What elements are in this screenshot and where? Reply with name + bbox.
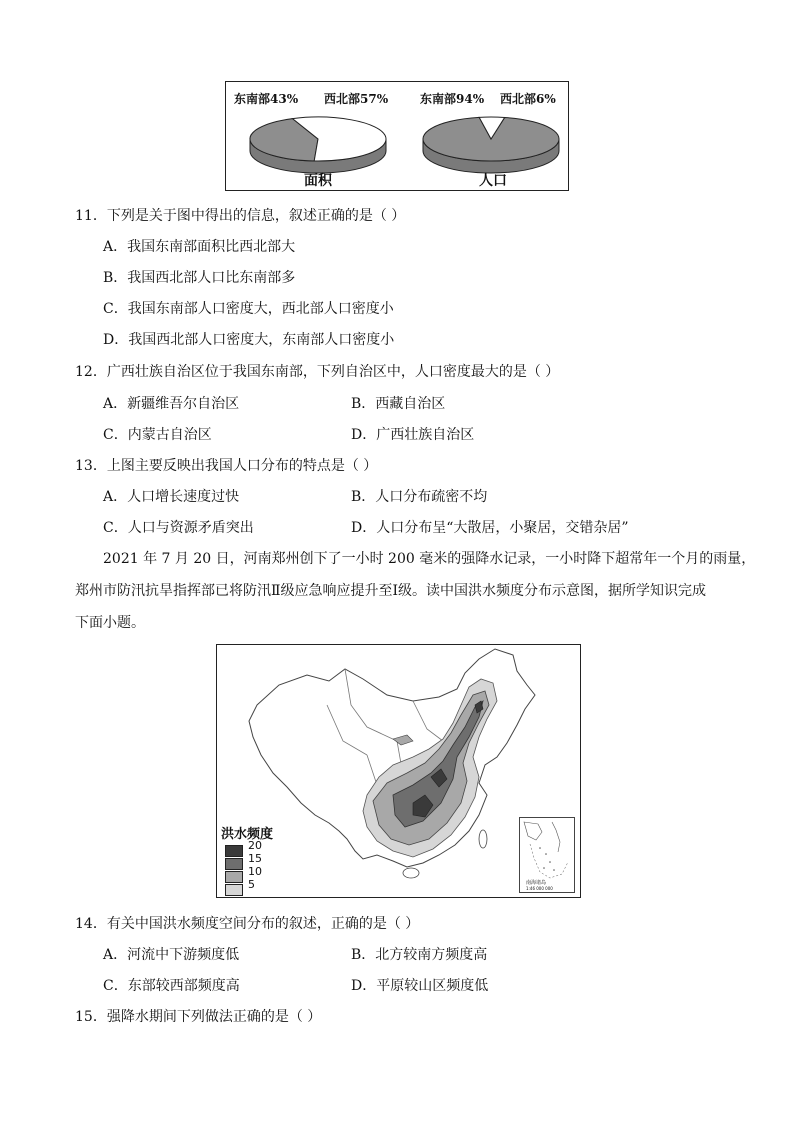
question-12-option-a: A．新疆维吾尔自治区: [103, 396, 240, 412]
question-11-option-b: B．我国西北部人口比东南部多: [103, 270, 296, 286]
legend-swatch-15: [225, 858, 243, 870]
legend-value-20: 20: [248, 839, 262, 852]
flood-frequency-map: [216, 644, 581, 898]
pie-population-label-southeast: 东南部94%: [420, 92, 485, 106]
question-11-stem: 11．下列是关于图中得出的信息，叙述正确的是（ ）: [75, 208, 406, 224]
pie-area: [250, 117, 386, 173]
passage-line-2: 郑州市防汛抗旱指挥部已将防汛Ⅱ级应急响应提升至Ⅰ级。读中国洪水频度分布示意图，据所学知识完成: [75, 583, 707, 599]
question-13-option-c: C．人口与资源矛盾突出: [103, 520, 254, 536]
question-15-stem: 15．强降水期间下列做法正确的是（ ）: [75, 1009, 322, 1025]
legend-value-10: 10: [248, 865, 262, 878]
pie-figure: [225, 81, 569, 191]
legend-swatch-5: [225, 884, 243, 896]
legend-swatch-20: [225, 845, 243, 857]
pie-area-label-northwest: 西北部57%: [324, 92, 389, 106]
pie-area-label-southeast: 东南部43%: [234, 92, 299, 106]
legend-title: 洪水频度: [221, 827, 274, 842]
question-12-stem: 12．广西壮族自治区位于我国东南部，下列自治区中，人口密度最大的是（ ）: [75, 364, 560, 380]
question-11-option-d: D．我国西北部人口密度大，东南部人口密度小: [103, 332, 395, 348]
inset-scale: 1:46 000 000: [526, 886, 553, 891]
pie-population-title: 人口: [479, 173, 507, 189]
hainan-island: [403, 868, 419, 878]
question-12-option-c: C．内蒙古自治区: [103, 427, 212, 443]
passage-line-1: 2021 年 7 月 20 日，河南郑州创下了一小时 200 毫米的强降水记录，一小时降下超常年一个月的雨量，: [103, 551, 756, 567]
question-14-option-a: A．河流中下游频度低: [103, 947, 240, 963]
question-12-option-d: D．广西壮族自治区: [351, 427, 475, 443]
legend-value-15: 15: [248, 852, 262, 865]
question-12-option-b: B．西藏自治区: [351, 396, 446, 412]
south-china-sea-inset: [519, 817, 575, 893]
pie-population: [423, 117, 559, 173]
question-13-stem: 13．上图主要反映出我国人口分布的特点是（ ）: [75, 458, 378, 474]
question-11-option-c: C．我国东南部人口密度大，西北部人口密度小: [103, 301, 394, 317]
passage-line-3: 下面小题。: [75, 615, 145, 631]
question-13-option-b: B．人口分布疏密不均: [351, 489, 488, 505]
pie-population-label-northwest: 西北部6%: [500, 92, 556, 106]
inset-caption: 南海诸岛: [526, 880, 547, 886]
question-13-option-d: D．人口分布呈“大散居，小聚居，交错杂居”: [351, 520, 629, 536]
legend-value-5: 5: [248, 878, 255, 891]
taiwan-island: [479, 830, 487, 848]
question-13-option-a: A．人口增长速度过快: [103, 489, 240, 505]
legend-swatch-10: [225, 871, 243, 883]
question-14-option-c: C．东部较西部频度高: [103, 978, 240, 994]
question-11-option-a: A．我国东南部面积比西北部大: [103, 239, 296, 255]
question-14-option-d: D．平原较山区频度低: [351, 978, 489, 994]
question-14-stem: 14．有关中国洪水频度空间分布的叙述，正确的是（ ）: [75, 916, 420, 932]
question-14-option-b: B．北方较南方频度高: [351, 947, 488, 963]
pie-area-title: 面积: [304, 173, 332, 189]
